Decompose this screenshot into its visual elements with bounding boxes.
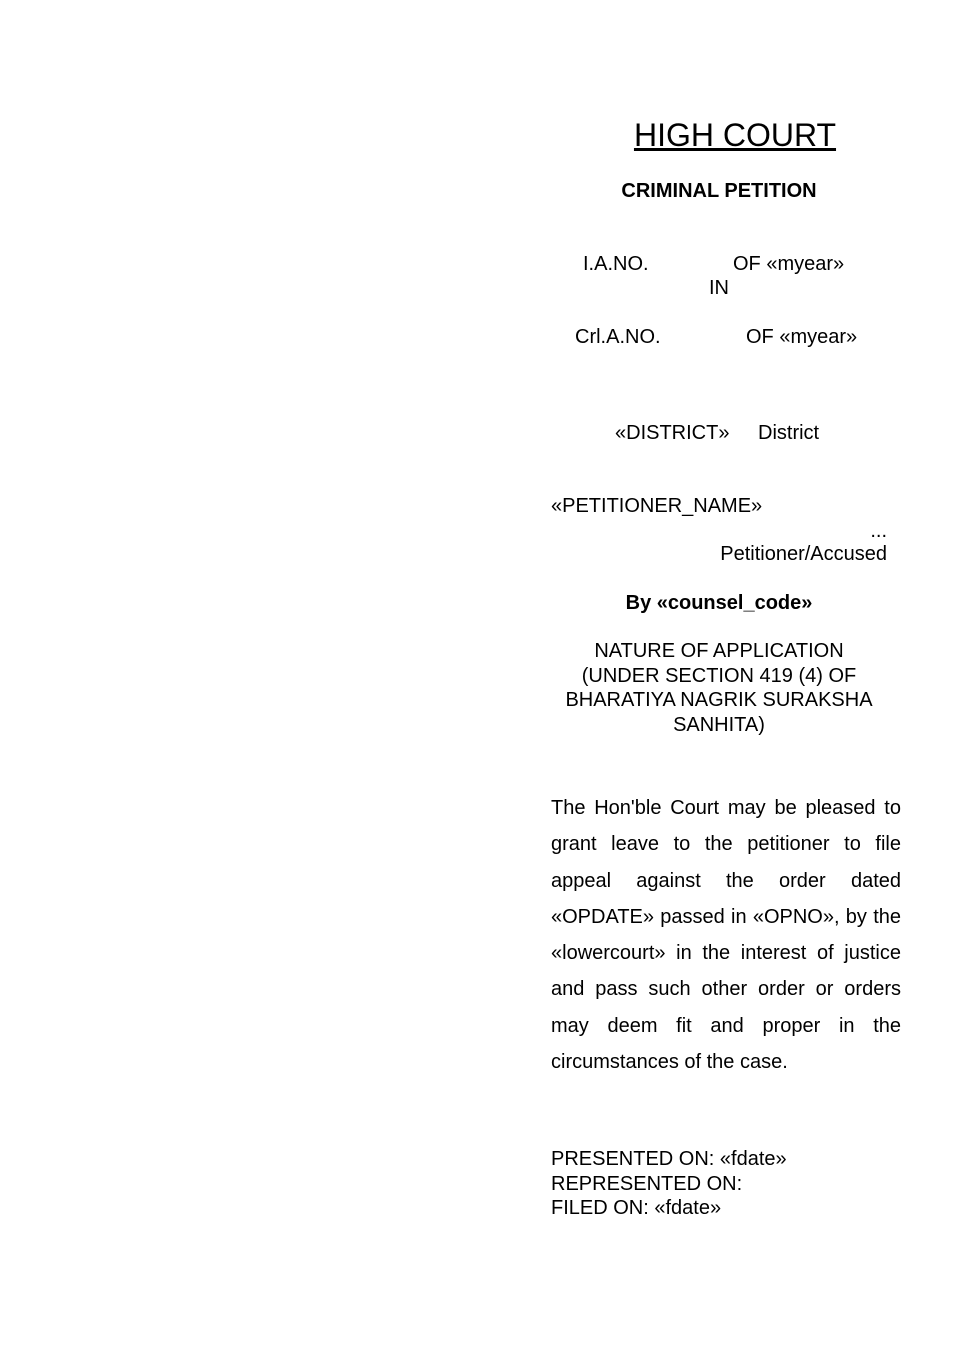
nature-of-application	[551, 639, 901, 737]
ia-number-label: I.A.NO.	[583, 253, 649, 275]
counsel-line: By «counsel_code»	[625, 592, 813, 614]
filing-dates	[551, 1147, 901, 1221]
petitioner-role: Petitioner/Accused	[720, 543, 887, 565]
petition-type: CRIMINAL PETITION	[621, 180, 817, 202]
petitioner-dots: ...	[870, 520, 887, 542]
court-title: HIGH COURT	[633, 117, 837, 153]
district-label: District	[758, 422, 820, 444]
crl-appeal-row	[551, 326, 901, 350]
presented-on: PRESENTED ON: «fdate»	[551, 1148, 787, 1170]
ia-number-row	[551, 253, 901, 277]
prayer-paragraph: The Hon'ble Court may be pleased to grant leave to the petitioner to file appeal against the order dated «OPDATE» passed in «OPNO», by the «lowercourt» in the interest of justice and pass such other order or orders may deem fit and proper in the circumstances of the case.	[551, 797, 901, 1074]
nature-line-3: BHARATIYA NAGRIK SURAKSHA	[565, 689, 873, 711]
represented-on: REPRESENTED ON:	[551, 1172, 743, 1195]
filed-on: FILED ON: «fdate»	[551, 1197, 722, 1219]
petitioner-name: «PETITIONER_NAME»	[551, 495, 763, 517]
crl-appeal-label: Crl.A.NO.	[575, 326, 661, 348]
ia-number-year: OF «myear»	[733, 253, 845, 275]
nature-line-4: SANHITA)	[673, 713, 765, 736]
nature-line-2: (UNDER SECTION 419 (4) OF	[581, 664, 857, 687]
crl-appeal-year: OF «myear»	[746, 326, 858, 348]
nature-line-1: NATURE OF APPLICATION	[594, 640, 844, 662]
district-placeholder: «DISTRICT»	[615, 422, 730, 444]
district-row	[551, 422, 901, 446]
in-connector: IN	[709, 277, 729, 299]
